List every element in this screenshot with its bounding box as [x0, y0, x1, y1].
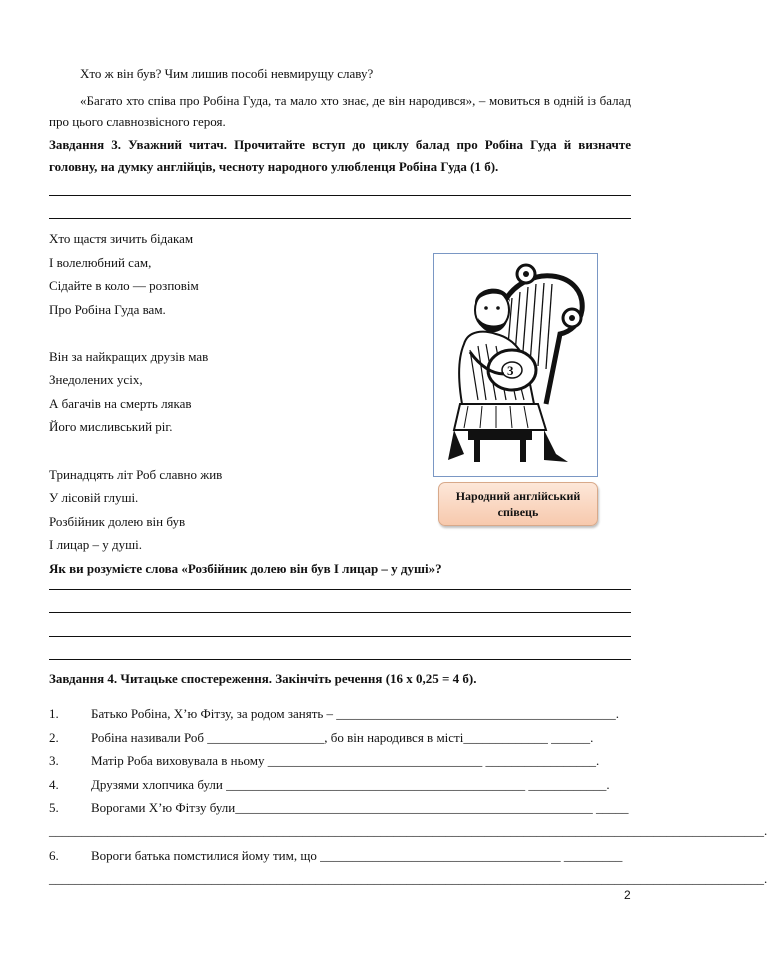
item-number: 1.	[49, 706, 59, 721]
answer-line[interactable]	[49, 589, 631, 590]
continuation-line[interactable]: ______________________________________________________________________________________________________________.	[49, 871, 767, 886]
poem-line: Хто щастя зичить бідакам	[49, 231, 194, 246]
illustration-caption: Народний англійський співець	[438, 482, 598, 526]
question-heading: Як ви розумієте слова «Розбійник долею він був І лицар – у душі»?	[49, 561, 442, 576]
task4-heading: Завдання 4. Читацьке спостереження. Закінчіть речення (16 х 0,25 = 4 б).	[49, 671, 477, 686]
poem-line: А багачів на смерть лякав	[49, 396, 192, 411]
page-number: 2	[624, 888, 631, 902]
poem-line: Про Робіна Гуда вам.	[49, 302, 166, 317]
poem-line: Розбійник долею він був	[49, 514, 186, 529]
task3-heading: Завдання 3. Уважний читач. Прочитайте вступ до циклу балад про Робіна Гуда й визначте головну, на думку англійців, чесноту народного улюбленця Робіна Гуда (1 б).	[49, 137, 631, 174]
item-number: 4.	[49, 777, 59, 792]
continuation-line[interactable]: ______________________________________________________________________________________________________________.	[49, 823, 767, 838]
poem-line: Він за найкращих друзів мав	[49, 349, 209, 364]
intro-question-line: Хто ж він був? Чим лишив пособі невмирущу славу?	[80, 66, 374, 81]
sentence-item[interactable]: Друзями хлопчика були ______________________________________________ ____________.	[91, 777, 610, 792]
intro-paragraph: «Багато хто співа про Робіна Гуда, та мало хто знає, де він народився», – мовиться в одній із балад про цього славнозвісного героя.	[49, 93, 631, 129]
answer-line[interactable]	[49, 659, 631, 660]
item-number: 6.	[49, 848, 59, 863]
poem-line: У лісовій глуші.	[49, 490, 139, 505]
sentence-item[interactable]: Ворогами Х’ю Фітзу були_______________________________________________________ _____	[91, 800, 629, 815]
poem-line: Його мисливський ріг.	[49, 419, 173, 434]
answer-line[interactable]	[49, 195, 631, 196]
answer-line[interactable]	[49, 612, 631, 613]
sentence-item[interactable]: Робіна називали Роб __________________, бо він народився в місті_____________ ______.	[91, 730, 594, 745]
sentence-item[interactable]: Вороги батька помстилися йому тим, що _____________________________________ _________	[91, 848, 623, 863]
harpist-drawing	[434, 254, 597, 476]
item-number: 5.	[49, 800, 59, 815]
poem-line: Сідайте в коло — розповім	[49, 278, 199, 293]
item-number: 3.	[49, 753, 59, 768]
poem-line: І волелюбний сам,	[49, 255, 152, 270]
answer-line[interactable]	[49, 636, 631, 637]
singer-illustration	[433, 253, 598, 477]
harp-number: 3	[507, 363, 514, 378]
sentence-item[interactable]: Матір Роба виховувала в ньому _________________________________ _________________.	[91, 753, 600, 768]
poem-line: І лицар – у душі.	[49, 537, 142, 552]
poem-line: Знедолених усіх,	[49, 372, 143, 387]
poem-line: Тринадцять літ Роб славно жив	[49, 467, 223, 482]
sentence-item[interactable]: Батько Робіна, Х’ю Фітзу, за родом занять – ___________________________________________.	[91, 706, 620, 721]
answer-line[interactable]	[49, 218, 631, 219]
item-number: 2.	[49, 730, 59, 745]
